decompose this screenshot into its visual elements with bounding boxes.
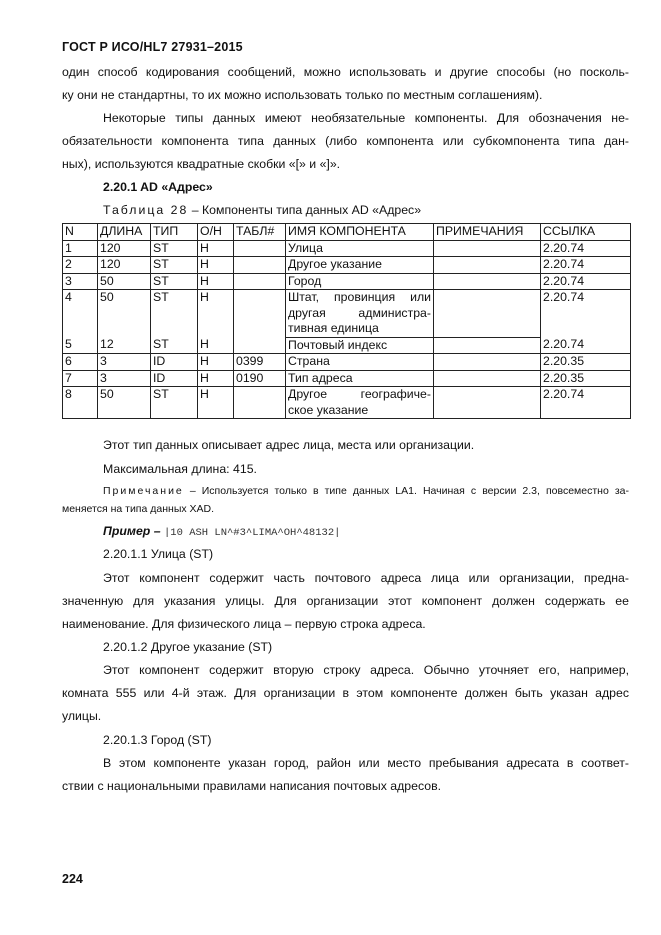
table-cell: 4 (63, 290, 98, 338)
table-cell: Улица (286, 240, 434, 257)
table-cell: Н (198, 354, 234, 371)
table-cell (234, 290, 286, 338)
table-cell (434, 240, 541, 257)
table-header-cell: N (63, 224, 98, 241)
table-cell: ST (151, 240, 198, 257)
table-cell: 120 (98, 240, 151, 257)
table-header-cell: О/Н (198, 224, 234, 241)
table-cell (434, 257, 541, 274)
table-row (63, 240, 631, 257)
intro-line: обязательности компонента типа данных (либо компонента или субкомпонента типа дан- (62, 134, 629, 148)
table-cell (434, 387, 541, 419)
table-cell: 6 (63, 354, 98, 371)
table-row (63, 273, 631, 290)
table-cell: ID (151, 370, 198, 387)
table-cell: Н (198, 257, 234, 274)
table-header-cell: ТАБЛ# (234, 224, 286, 241)
body-line: улицы. (62, 709, 102, 723)
table-cell (434, 354, 541, 371)
note-line: меняется на типа данных XAD. (62, 503, 215, 515)
cell-line: ское указание (288, 402, 369, 417)
table-cell: 0190 (234, 370, 286, 387)
table-cell: Н (198, 290, 234, 338)
intro-line: Некоторые типы данных имеют необязательные компоненты. Для обозначения не- (103, 111, 629, 125)
table-header-cell: ДЛИНА (98, 224, 151, 241)
table-cell (234, 273, 286, 290)
table-cell: ST (151, 273, 198, 290)
subsection-heading: 2.20.1.1 Улица (ST) (103, 547, 214, 561)
max-length-text: Максимальная длина: 415. (103, 462, 257, 476)
table-cell: 5 (63, 337, 98, 354)
table-cell: 2.20.74 (541, 387, 631, 419)
table-cell: Тип адреса (286, 370, 434, 387)
table-cell: ID (151, 354, 198, 371)
table-cell: 8 (63, 387, 98, 419)
table-header-row (63, 224, 631, 241)
table-cell: 2.20.35 (541, 354, 631, 371)
note-text: – Используется только в типе данных LA1. Начиная с версии 2.3, повсеместно за- (189, 485, 630, 497)
body-line: значенную для указания улицы. Для организации этот компонент должен содержать ее (62, 594, 629, 608)
table-cell: 3 (98, 370, 151, 387)
table-cell: Н (198, 240, 234, 257)
table-cell: Н (198, 337, 234, 354)
table-cell: 0399 (234, 354, 286, 371)
table-cell: Город (286, 273, 434, 290)
example-line (103, 520, 629, 546)
table-cell: Почтовый индекс (286, 337, 434, 354)
table-cell (234, 257, 286, 274)
table-cell: 1 (63, 240, 98, 257)
description-text: Этот тип данных описывает адрес лица, места или организации. (103, 438, 475, 452)
body-line: комната 555 или 4-й этаж. Для организации в этом компоненте должен быть указан адрес (62, 686, 629, 700)
table-cell-multiline (286, 387, 434, 419)
table-cell (434, 290, 541, 338)
intro-line: ных), используются квадратные скобки «[» и «]». (62, 157, 341, 171)
intro-line: ку они не стандартны, то их можно использовать только по местным соглашениям). (62, 88, 543, 102)
table-cell: ST (151, 337, 198, 354)
table-cell: 120 (98, 257, 151, 274)
table-cell: 2.20.74 (541, 240, 631, 257)
table-cell: 2 (63, 257, 98, 274)
intro-line: один способ кодирования сообщений, можно использовать и другие способы (но посколь- (62, 65, 629, 79)
note-label: Примечание (103, 485, 184, 497)
table-header-cell: ПРИМЕЧАНИЯ (434, 224, 541, 241)
table-header-cell: ССЫЛКА (541, 224, 631, 241)
table-cell-multiline (286, 290, 434, 338)
table-cell: 2.20.35 (541, 370, 631, 387)
table-row (63, 354, 631, 371)
body-line: Этот компонент содержит вторую строку адреса. Обычно уточняет его, например, (103, 663, 629, 677)
example-label: Пример – (103, 524, 161, 538)
table-cell (434, 273, 541, 290)
table-cell: ST (151, 257, 198, 274)
cell-line: Другое географиче- (288, 387, 431, 401)
document-header: ГОСТ Р ИСО/HL7 27931–2015 (62, 40, 243, 54)
table-caption (103, 199, 629, 223)
table-cell (234, 387, 286, 419)
cell-line: другая администра- (288, 305, 431, 320)
subsection-heading: 2.20.1.3 Город (ST) (103, 733, 212, 747)
table-cell: 7 (63, 370, 98, 387)
cell-line: тивная единица (288, 321, 379, 335)
components-table (62, 223, 631, 419)
table-caption-label: Таблица 28 (103, 203, 189, 217)
page-number: 224 (62, 872, 83, 886)
table-cell (234, 240, 286, 257)
table-row (63, 337, 631, 354)
table-cell: 3 (63, 273, 98, 290)
table-cell: Н (198, 370, 234, 387)
table-row (63, 370, 631, 387)
table-row (63, 257, 631, 274)
table-cell: Другое указание (286, 257, 434, 274)
table-row (63, 387, 631, 419)
table-cell: 50 (98, 273, 151, 290)
table-caption-text: – Компоненты типа данных AD «Адрес» (191, 203, 422, 217)
table-cell: 12 (98, 337, 151, 354)
table-cell: 2.20.74 (541, 337, 631, 354)
table-cell (434, 370, 541, 387)
table-cell: 50 (98, 387, 151, 419)
body-line: наименование. Для физического лица – первую строка адреса. (62, 617, 426, 631)
table-cell: Н (198, 387, 234, 419)
table-header-cell: ИМЯ КОМПОНЕНТА (286, 224, 434, 241)
table-cell: 3 (98, 354, 151, 371)
cell-line: Штат, провинция или (288, 290, 431, 304)
table-cell: Н (198, 273, 234, 290)
table-cell: ST (151, 387, 198, 419)
example-code: |10 ASH LN^#3^LIMA^OH^48132| (164, 527, 341, 539)
table-cell: 2.20.74 (541, 273, 631, 290)
table-cell (234, 337, 286, 354)
table-cell: Страна (286, 354, 434, 371)
table-cell: 2.20.74 (541, 290, 631, 338)
body-line: Этот компонент содержит часть почтового адреса лица или организации, предна- (103, 571, 629, 585)
body-line: В этом компоненте указан город, район или место пребывания адресата в соответ- (103, 756, 629, 770)
table-cell: 50 (98, 290, 151, 338)
table-cell (434, 337, 541, 354)
table-cell: ST (151, 290, 198, 338)
table-cell: 2.20.74 (541, 257, 631, 274)
body-line: ствии с национальными правилами написания почтовых адресов. (62, 779, 442, 793)
table-row (63, 290, 631, 338)
section-heading: 2.20.1 AD «Адрес» (103, 180, 213, 194)
subsection-heading: 2.20.1.2 Другое указание (ST) (103, 640, 273, 654)
table-header-cell: ТИП (151, 224, 198, 241)
